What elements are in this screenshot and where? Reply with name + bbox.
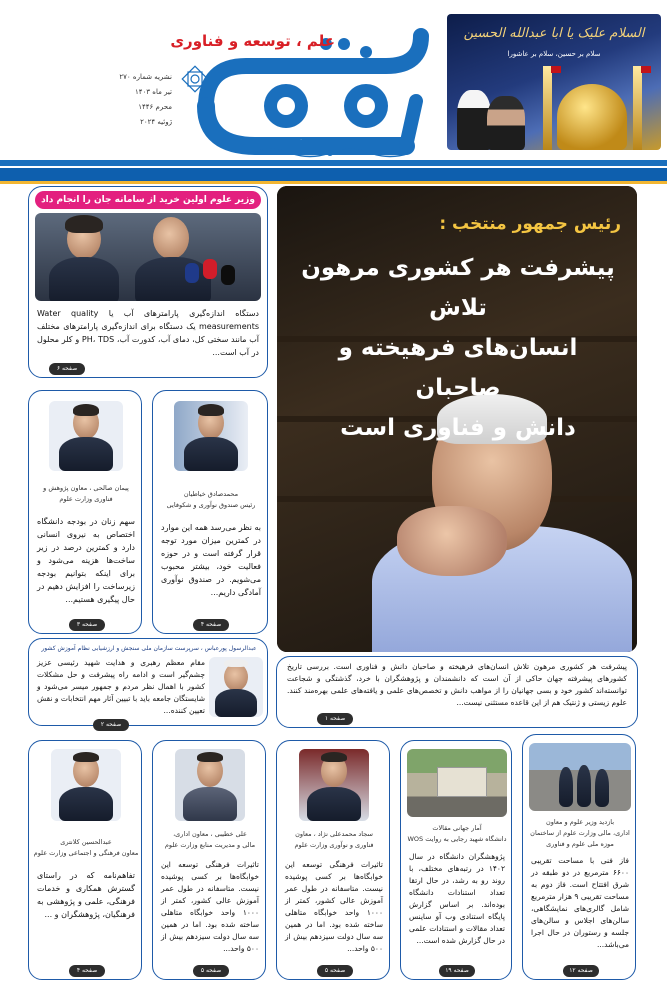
khayatian-name: محمدصادق خیاطیان: [183, 490, 239, 498]
mohammadalinejad-suit-image: [307, 787, 361, 821]
pourabbas-suit-image: [215, 689, 257, 717]
wos-stats-card[interactable]: [400, 740, 512, 980]
header-blue-bar: [0, 168, 667, 184]
khatibi-card[interactable]: [152, 740, 266, 980]
khayatian-hair-image: [198, 404, 224, 416]
page-tag[interactable]: صفحه ۴: [69, 965, 105, 977]
wos-body: پژوهشگران دانشگاه در سال ۱۴۰۲ در رتبه‌های مختلف، با روند رو به رشد، در حال ارتقا تعداد استنادات دانشگاه بوده‌اند. بر اساس گزارش پایگاه استنادی وب آو ساینس تعداد مقالات و استنادات علمی در حال گزارش شده است...: [409, 852, 505, 945]
salehi-quote: سهم زنان در بودجه دانشگاه اختصاص به نیروی انسانی دارد و کمترین درصد در زیر ساخت‌ها هزینه می‌شود و برای اینکه بتوانیم بودجه زیرساخت را افزایش دهیم در حال پیگیری هستیم...: [37, 517, 135, 604]
header-divider: [0, 160, 667, 166]
kalantari-card[interactable]: [28, 740, 142, 980]
issue-gregorian-date: ژوئیه ۲۰۲۴: [140, 118, 172, 126]
minister-head-image: [153, 217, 189, 259]
museum-caption-line1: بازدید وزیر علوم و معاون: [545, 818, 615, 826]
ornament-icon: [180, 64, 210, 94]
mohammadalinejad-quote: تاثیرات فرهنگی توسعه این خوابگاه‌ها بر کسی پوشیده نیست. متاسفانه در طول عمر آموزش عالی کشور، کمتر از ۱۰۰۰ واحد خوابگاه متاهلی ساخته شده بود. اما در همین سه سال دولت سیزدهم بیش از ۵۰۰ واحد...: [285, 860, 383, 953]
visitor-image: [595, 769, 609, 807]
shrine-dome-image: [557, 84, 627, 150]
mohammadalinejad-name: سجاد محمدعلی نژاد ، معاون: [295, 830, 373, 838]
microphone-icon: [221, 265, 235, 285]
microphone-icon: [185, 263, 199, 283]
salehi-card[interactable]: [28, 390, 142, 634]
mohammadalinejad-role: فناوری و نوآوری وزارت علوم: [294, 841, 374, 849]
minister-purchase-card[interactable]: [28, 186, 268, 378]
museum-visit-card[interactable]: [522, 734, 636, 980]
minister-purchase-headline: وزیر علوم اولین خرید از سامانه جان را انجام داد: [35, 191, 261, 209]
president-feature[interactable]: [277, 186, 637, 652]
khayatian-suit-image: [184, 437, 238, 471]
feature-lead-card[interactable]: [276, 656, 638, 728]
page-tag[interactable]: صفحه ۶: [49, 363, 85, 375]
feature-headline-line: پیشرفت هر کشوری مرهون تلاش: [301, 255, 615, 321]
wos-title: آمار جهانی مقالات: [432, 824, 482, 832]
mohammadalinejad-caption: [281, 829, 387, 851]
banner-title: السلام علیک یا ابا عبدالله الحسین: [463, 26, 645, 41]
ornament-border-icon: [250, 146, 410, 160]
mohammadalinejad-hair-image: [321, 752, 347, 762]
page-tag[interactable]: صفحه ۴: [193, 619, 229, 631]
feature-headline-line: انسان‌های فرهیخته و صاحبان: [338, 335, 578, 401]
museum-caption: [527, 817, 633, 850]
pourabbas-byline: عبدالرسول پورعباس ، سرپرست سازمان ملی سنجش و ارزشیابی نظام آموزش کشور: [41, 645, 257, 652]
issue-info: [112, 70, 172, 130]
microphone-icon: [203, 259, 217, 279]
khayatian-quote: به نظر می‌رسد همه این موارد در کمترین میزان مورد توجه قرار گرفته است و در حوزه فعالیت خود، بیشتر محبوب می‌شویم. در صندوق نوآوری آمادگی داریم...: [161, 523, 261, 597]
feature-headline-line: دانش و فناوری است: [340, 415, 576, 441]
feature-lead-text: پیشرفت هر کشوری مرهون تلاش انسان‌های فرهیخته و صاحبان دانش و فناوری است. بررسی تاریخ کشورهای پیشرفته جهان حاکی از آن است که دانشمندان و پژوهشگران با خرد، گذشتگی و شجاعت توانسته‌اند کشور خود و بسی جهانیان را از مواهب دانش و تخصص‌های علمی و یافته‌های علمی بهره‌مند کنند. علوم زیستی و ژنتیک هم از این قاعده مستثنی نیست...: [287, 662, 627, 707]
mohammadalinejad-card[interactable]: [276, 740, 390, 980]
salehi-hair-image: [73, 404, 99, 416]
kalantari-role: معاون فرهنگی و اجتماعی وزارت علوم: [33, 849, 139, 857]
building-image: [437, 767, 487, 797]
pourabbas-body: مقام معظم رهبری و هدایت شهید رئیسی عزیز چشم‌گیر است و ادامه راه پیشرفت و حل مشکلات کشور با اهمال نظر مردم و جمهور میسر می‌شود و شایستگان جامعه باید با تبیین آثار مهم انتخابات و نقش تعیین کننده...: [37, 658, 205, 715]
page-tag[interactable]: صفحه ۱۲: [563, 965, 599, 977]
pourabbas-head-image: [224, 663, 248, 691]
feature-headline: [293, 248, 623, 448]
issue-hijri-date: محرم ۱۴۴۶: [138, 103, 172, 111]
flag-icon: [641, 66, 651, 73]
leader-portrait-image: [457, 90, 491, 150]
muharram-banner: [447, 14, 661, 150]
khatibi-name: علی خطیبی ، معاون اداری،: [173, 830, 247, 838]
page-tag[interactable]: صفحه ۳: [69, 619, 105, 631]
khayatian-role: رئیس صندوق نوآوری و شکوفایی: [166, 501, 256, 509]
salehi-caption: [33, 483, 139, 505]
logo-text: عتف: [300, 140, 302, 141]
khatibi-hair-image: [197, 752, 223, 762]
kalantari-suit-image: [59, 787, 113, 821]
page-tag[interactable]: صفحه ۲: [93, 719, 129, 731]
pourabbas-hair-image: [224, 659, 248, 667]
university-building-photo: [407, 749, 507, 817]
feature-kicker: رئیس جمهور منتخب :: [439, 214, 621, 234]
kalantari-name: عبدالحسین کلانتری: [60, 838, 112, 846]
khatibi-role: مالی و مدیریت منابع وزارت علوم: [164, 841, 256, 849]
kalantari-caption: [33, 837, 139, 859]
page-tag[interactable]: صفحه ۵: [317, 965, 353, 977]
flag-icon: [551, 66, 561, 73]
salehi-name: پیمان صالحی ، معاون پژوهش و: [43, 484, 129, 492]
issue-number: نشریه شماره ۲۷۰: [119, 73, 172, 81]
pourabbas-card[interactable]: [28, 638, 268, 726]
museum-body: فاز فنی با مساحت تقریبی ۶۶۰۰ مترمربع در دو طبقه در شرق افتتاح است. فاز دوم به مساحت تقریبی ۹ هزار مترمربع شامل گالری‌های نمایشگاهی، سالن‌های اجلاس و سالن‌های جلسه و رستوران در حال اجرا می‌باشد...: [531, 856, 629, 949]
khatibi-quote: تاثیرات فرهنگی توسعه این خوابگاه‌ها بر کسی پوشیده نیست. متاسفانه در طول عمر آموزش عالی کشور، کمتر از ۱۰۰۰ واحد خوابگاه متاهلی ساخته شده بود. اما در همین سه سال دولت سیزدهم بیش از ۵۰۰ واحد...: [161, 860, 259, 953]
martyr-portrait-image: [487, 96, 525, 150]
page-tag[interactable]: صفحه ۱: [317, 713, 353, 725]
minister-press-photo: [35, 213, 261, 301]
person-hair-image: [65, 215, 103, 233]
museum-caption-line2: اداری، مالی وزارت علوم از ساختمان موزه ملی علوم و فناوری: [530, 829, 630, 848]
khayatian-portrait: [174, 401, 248, 471]
minister-suit-image: [135, 257, 211, 301]
kalantari-hair-image: [73, 752, 99, 762]
kalantari-portrait: [51, 749, 121, 821]
khayatian-caption: [157, 489, 265, 511]
wos-subtitle: دانشگاه شهید رجایی به روایت WOS: [407, 835, 507, 843]
page-tag[interactable]: صفحه ۵: [193, 965, 229, 977]
kalantari-quote: تفاهم‌نامه که در راستای گسترش همکاری و خدمات فرهنگی، علمی و پژوهشی به فرهنگیان، پژوهشگران و ...: [37, 871, 135, 919]
shrine-minaret-image: [543, 66, 552, 150]
issue-month: تیر ماه ۱۴۰۳: [135, 88, 172, 96]
salehi-suit-image: [59, 437, 113, 471]
salehi-role: فناوری وزارت علوم: [59, 495, 113, 503]
wos-caption: [405, 823, 509, 845]
page-tag[interactable]: صفحه ۱۹: [439, 965, 475, 977]
banner-subtitle: سلام بر حسین، سلام بر عاشورا: [507, 50, 601, 58]
person-suit-image: [49, 257, 119, 301]
khatibi-portrait: [175, 749, 245, 821]
slogan: علم ، توسعه و فناوری: [170, 32, 335, 50]
president-hands-image: [397, 506, 507, 576]
shrine-minaret-image: [633, 66, 642, 150]
khayatian-card[interactable]: [152, 390, 268, 634]
minister-purchase-body: دستگاه اندازه‌گیری پارامترهای آب یا Water quality measurements یک دستگاه برای اندازه‌گیری پارامترهای مختلف آب مانند سختی کل، دمای آب، کدورت آب، PH، TDS و کلر محلول در آب است...: [37, 309, 260, 357]
khatibi-suit-image: [183, 787, 237, 821]
visitor-image: [559, 767, 573, 807]
atf-logo: [176, 6, 446, 156]
mohammadalinejad-portrait: [299, 749, 369, 821]
masthead: [0, 0, 667, 160]
visitor-image: [577, 765, 591, 807]
museum-visit-photo: [529, 743, 631, 811]
khatibi-caption: [157, 829, 263, 851]
salehi-portrait: [49, 401, 123, 471]
pourabbas-portrait: [209, 657, 263, 717]
